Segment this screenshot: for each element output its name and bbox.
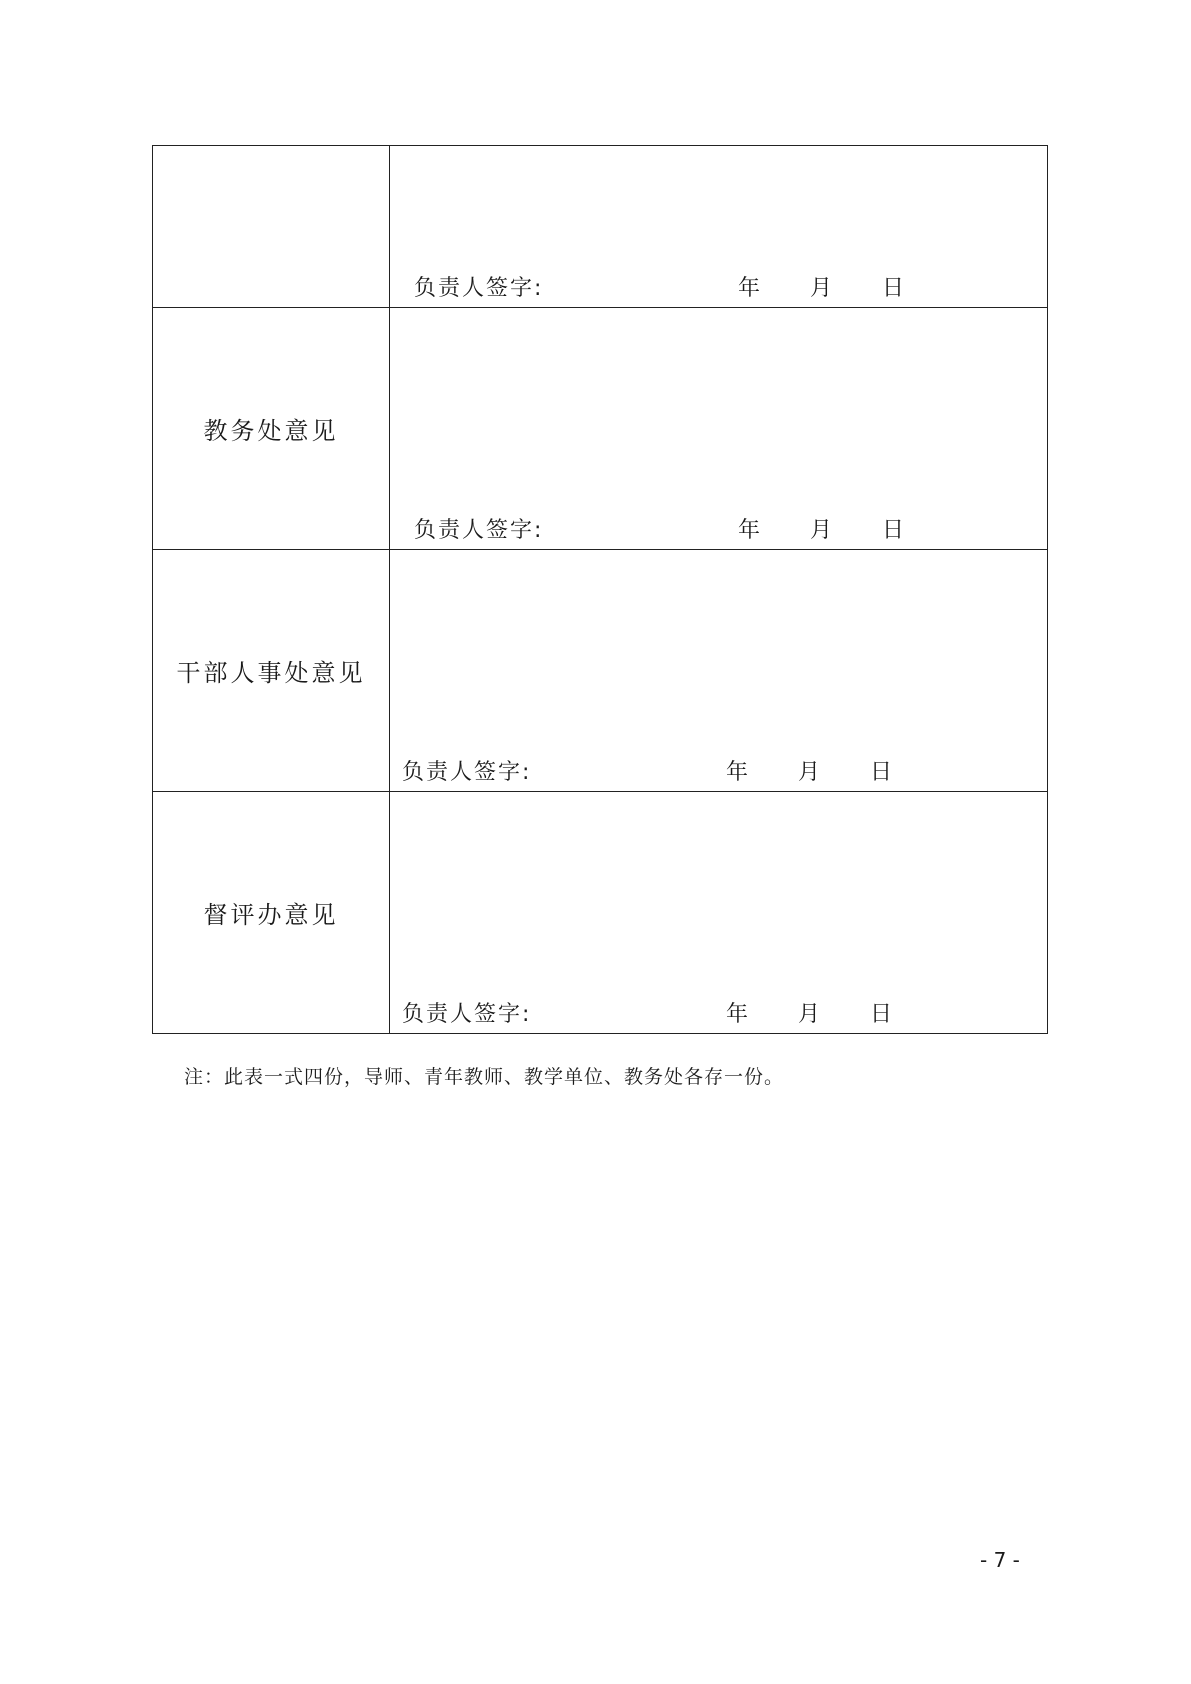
date-year: 年 [726,760,749,785]
signature-line [390,271,1047,305]
date-year: 年 [738,518,761,543]
row-label-cell [153,550,390,792]
signature-label: 负责人签字: [402,760,532,785]
table-row [153,308,1048,550]
opinion-cell [390,550,1048,792]
page-number: - 7 - [980,1548,1020,1572]
row-label-cell [153,146,390,308]
footnote: 注：此表一式四份，导师、青年教师、教学单位、教务处各存一份。 [184,1066,785,1088]
date-year: 年 [726,1002,749,1027]
opinion-cell [390,792,1048,1034]
signature-line [390,997,1047,1031]
approval-form-table [152,145,1048,1034]
date-month: 月 [810,276,833,301]
date-day: 日 [870,1002,893,1027]
signature-line [390,513,1047,547]
row-label-cell [153,792,390,1034]
row-label-cell [153,308,390,550]
signature-label: 负责人签字: [414,518,544,543]
signature-label: 负责人签字: [402,1002,532,1027]
date-day: 日 [870,760,893,785]
opinion-cell [390,146,1048,308]
signature-line [390,755,1047,789]
row-label: 督评办意见 [203,901,339,929]
date-year: 年 [738,276,761,301]
date-day: 日 [882,276,905,301]
signature-label: 负责人签字: [414,276,544,301]
table-row [153,792,1048,1034]
opinion-cell [390,308,1048,550]
row-label: 教务处意见 [203,417,339,445]
table-row [153,146,1048,308]
row-label: 干部人事处意见 [176,659,366,687]
table-row [153,550,1048,792]
date-month: 月 [798,760,821,785]
date-month: 月 [798,1002,821,1027]
date-day: 日 [882,518,905,543]
date-month: 月 [810,518,833,543]
